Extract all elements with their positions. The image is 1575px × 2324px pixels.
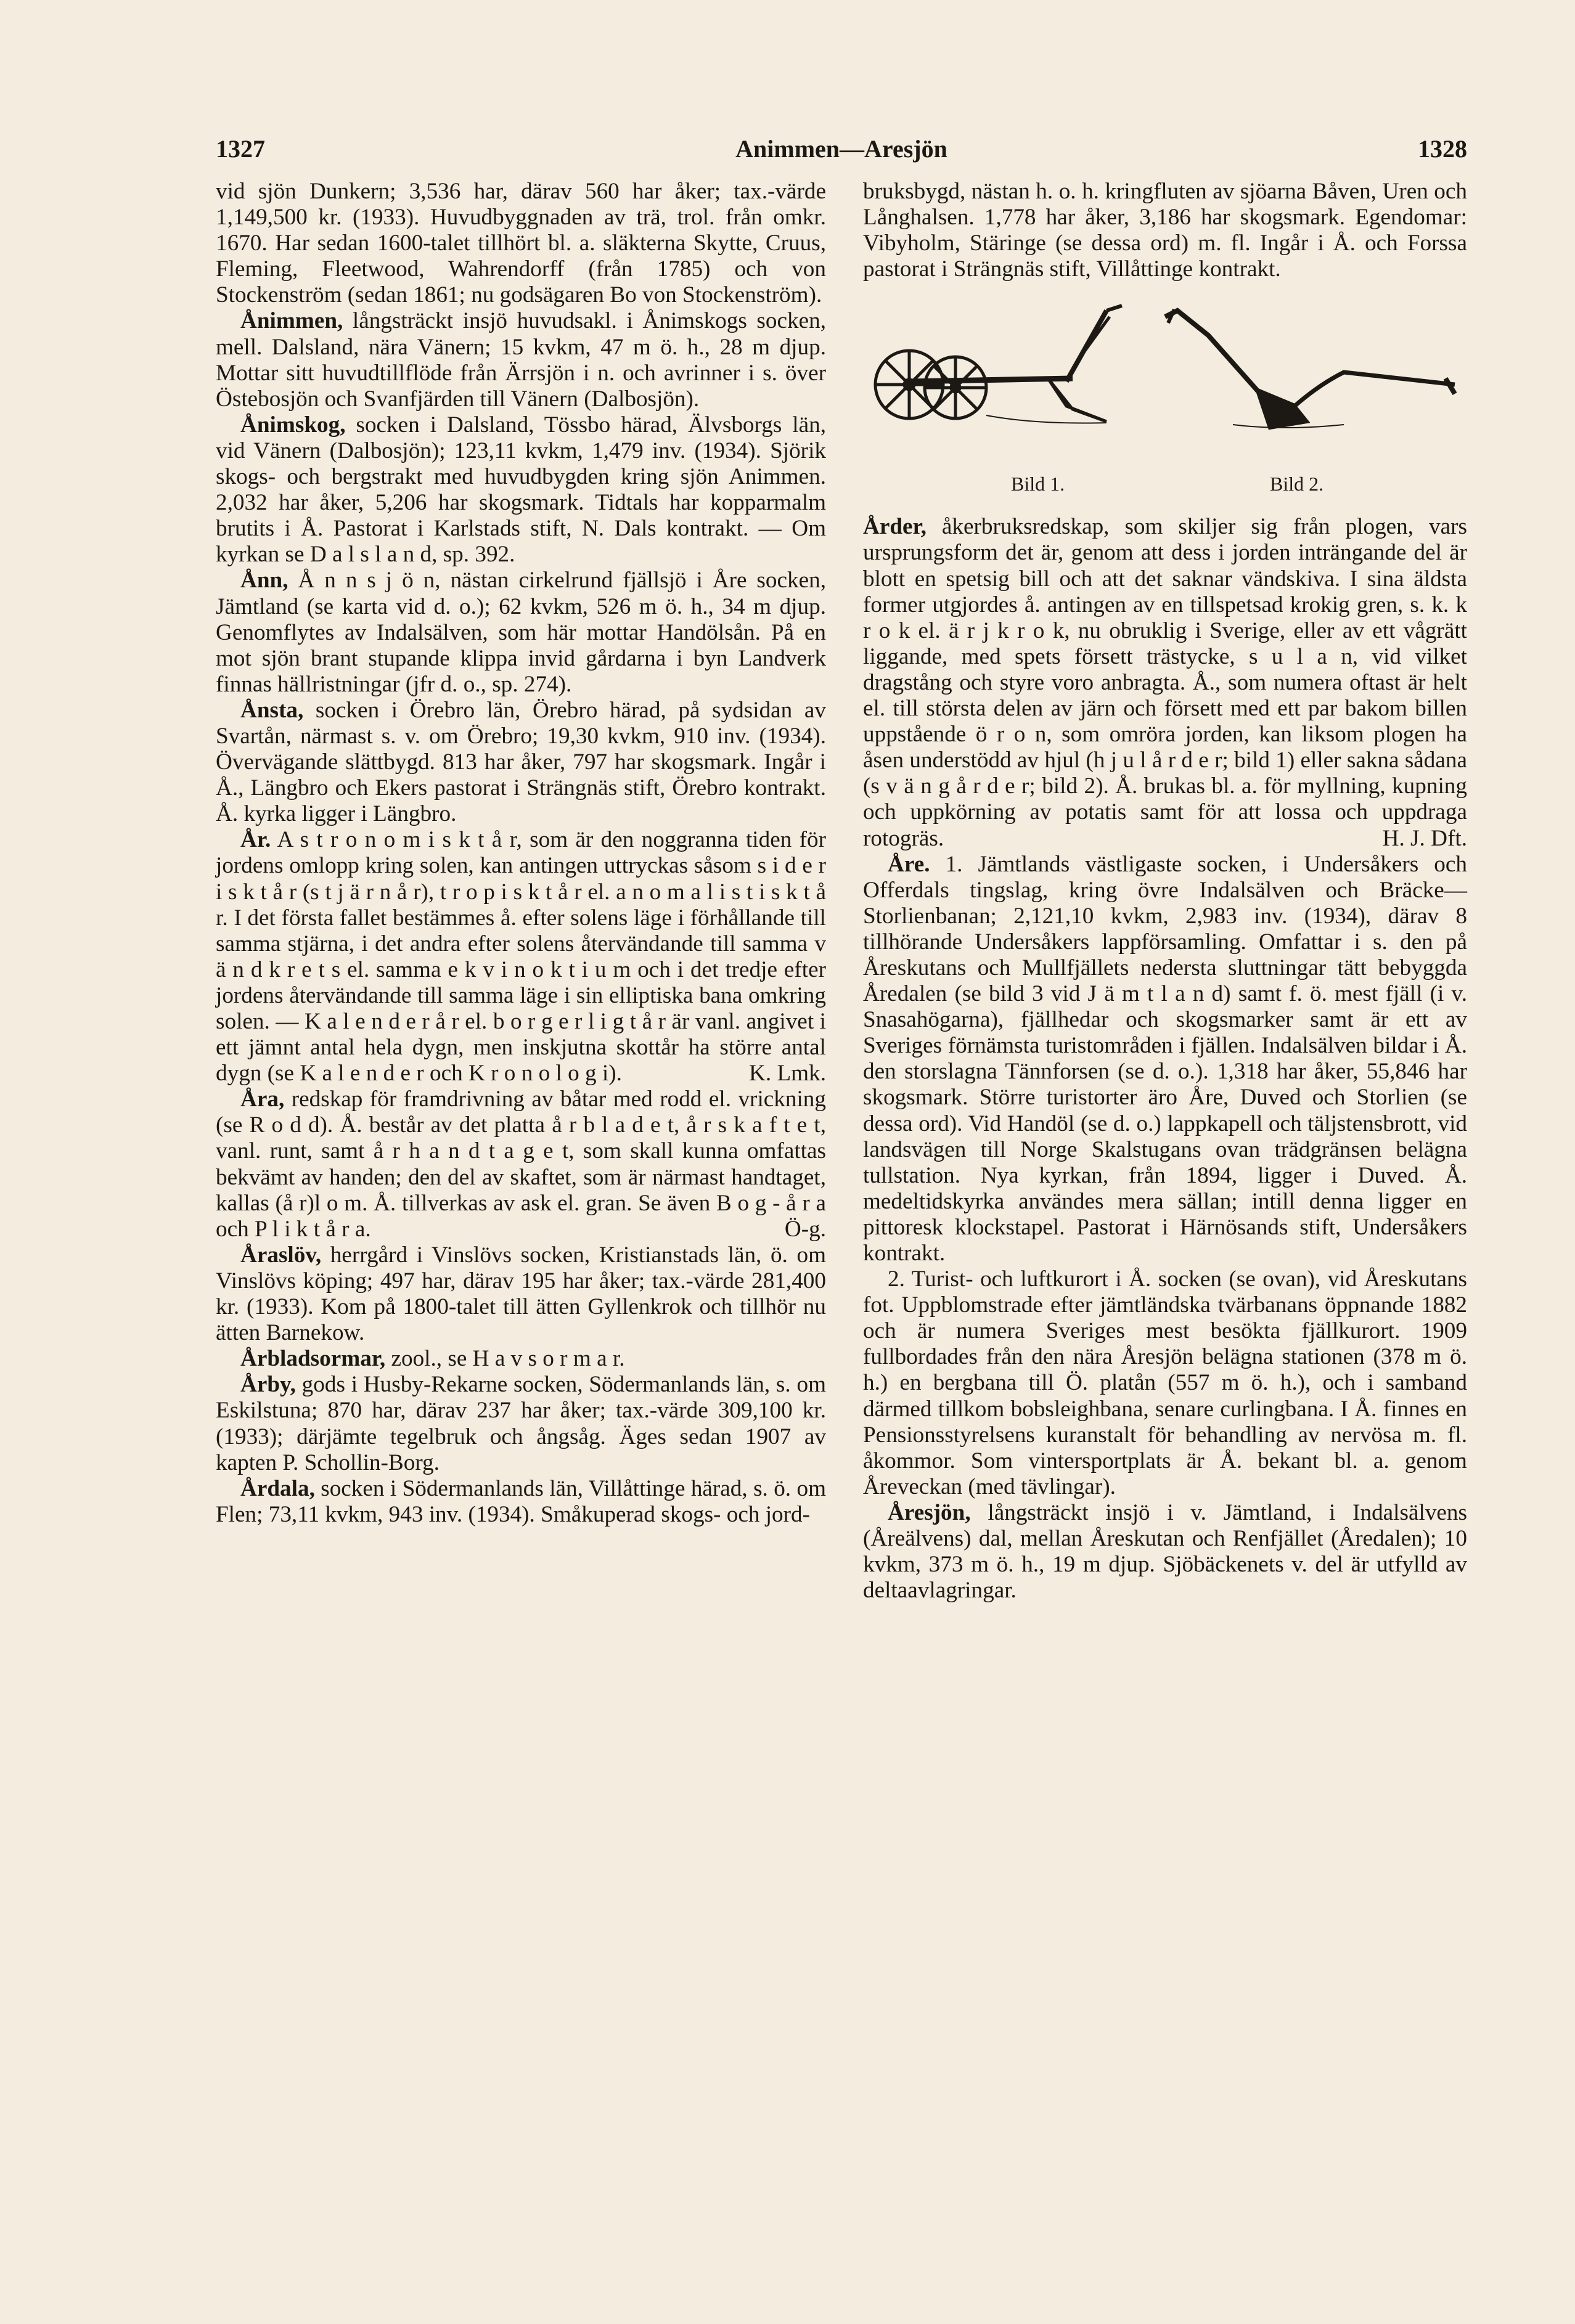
entry-headword: Åraslöv,	[240, 1242, 322, 1268]
entry-text: socken i Södermanlands län, Villåttinge härad, s. ö. om Flen; 73,11 kvkm, 943 inv. (1934). Småkuperad skogs- och jord-	[216, 1475, 826, 1527]
entry-text: Å n n s j ö n, nästan cirkelrund fjällsjö i Åre socken, Jämtland (se karta vid d. o.); 62 kvkm, 526 m ö. h., 34 m djup. Genomflytes av Indalsälven, som här mottar Handölsån. På en mot sjön brant stupande klippa invid gårdarna i byn Landverk finnas hällristningar (jfr d. o., sp. 274).	[216, 568, 826, 697]
entry-headword: År.	[240, 827, 271, 853]
entry-text: socken i Örebro län, Örebro härad, på sydsidan av Svartån, närmast s. v. om Örebro; 19,30 kvkm, 910 inv. (1934). Övervägande slättbygd. 813 har åker, 797 har skogsmark. Ingår i Å., Längbro och Ekers pastorat i Strängnäs stift, Örebro kontrakt. Å. kyrka ligger i Längbro.	[216, 697, 826, 827]
entry	[863, 179, 1467, 282]
entry-headword: Årdala,	[240, 1475, 315, 1501]
entry	[863, 1266, 1467, 1500]
entry	[216, 698, 826, 827]
entry-text: vid sjön Dunkern; 3,536 har, därav 560 har åker; tax.-värde 1,149,500 kr. (1933). Huvudbyggnaden av trä, trol. från omkr. 1670. Har sedan 1600-talet tillhört bl. a. släkterna Skytte, Cruus, Fleming, Fleetwood, Wahrendorff (från 1785) och von Stockenström (sedan 1861; nu godsägaren Bo von Stockenström).	[216, 179, 826, 308]
left-column	[216, 179, 826, 1528]
entry	[863, 852, 1467, 1267]
author-signature: K. Lmk.	[749, 1061, 826, 1087]
entry-text: 1. Jämtlands västligaste socken, i Undersåkers och Offerdals tingslag, kring övre Indalsälven och Bräcke—Storlienbanan; 2,121,10 kvkm, 2,983 inv. (1934), därav 8 tillhörande Undersåkers lappförsamling. Omfattar i s. den på Åreskutans och Mullfjällets nedersta sluttningar tätt bebyggda Åredalen (se bild 3 vid J ä m t l a n d) samt f. ö. mest fjäll (i v. Snasahögarna), fjällhedar och skogsmarker samt är ett av Sveriges förnämsta turistområden i fjällen. Indalsälven bildar i Å. den storslagna Tännforsen (se d. o.). 1,318 har åker, 55,846 har skogsmark. Större turistorter äro Åre, Duved och Storlien (se dessa ord). Vid Handöl (se d. o.) lappkapell och täljstensbrott, vid landsvägen till Norge Skalstugans ovan trädgränsen belägna tullstation. Nya kyrkan, från 1894, ligger i Duved. Å. medeltidskyrka användes mera sällan; intill denna ligger en pittoresk klockstapel. Pastorat i Härnösands stift, Undersåkers kontrakt.	[863, 851, 1467, 1266]
entry-headword: Årder,	[863, 514, 927, 540]
entry-text: 2. Turist- och luftkurort i Å. socken (se ovan), vid Åreskutans fot. Uppblomstrade efter jämtländska tvärbanans öppnande 1882 och är numera Sveriges mest besökta fjällkurort. 1909 fullbordades från den nära Åresjön belägna stationen (378 m ö. h.) en bergbana till Ö. platån (557 m ö. h.), och i samband därmed tillkom bobsleighbana, senare curlingbana. I Å. finnes en Pensionsstyrelsens kuranstalt för behandling av nervösa m. fl. åkommor. Som vintersportplats är Å. bekant bl. a. genom Åreveckan (med tävlingar).	[863, 1266, 1467, 1499]
swing-ard-drawing	[1165, 309, 1455, 428]
left-page-number: 1327	[216, 135, 265, 163]
right-page-number: 1328	[1418, 135, 1467, 163]
entry	[216, 1372, 826, 1475]
plough-figure	[863, 292, 1467, 502]
author-signature: H. J. Dft.	[1382, 825, 1467, 851]
entry-text: A s t r o n o m i s k t å r, som är den noggranna tiden för jordens omlopp kring solen, kan antingen uttryckas såsom s i d e r i s k t å r (s t j ä r n å r), t r o p i s k t å r el. a n o m a l i s t i s k t å r. I det första fallet bestämmes å. efter solens läge i förhållande till samma stjärna, i det andra efter solens återvändande till samma v ä n d k r e t s el. samma e k v i n o k t i u m och i det tredje efter jordens återvändande till samma läge i sin elliptiska bana omkring solen. — K a l e n d e r å r el. b o r g e r l i g t å r är vanl. angivet i ett jämnt antal hela dygn, men inskjutna skottår ha större antal dygn (se K a l e n d e r och K r o n o l o g i).	[216, 827, 826, 1087]
right-column	[863, 179, 1467, 1604]
entry-headword: Ånimmen,	[240, 308, 343, 334]
entry-headword: Åresjön,	[888, 1499, 971, 1525]
entry-headword: Ånn,	[240, 568, 288, 593]
entry	[216, 1476, 826, 1528]
entry-headword: Årbladsormar,	[240, 1346, 386, 1372]
entry-headword: Åra,	[240, 1087, 285, 1112]
entry	[216, 308, 826, 412]
entry	[863, 1500, 1467, 1604]
entry	[216, 412, 826, 568]
entry-text: redskap för framdrivning av båtar med rodd el. vrickning (se R o d d). Å. består av det platta å r b l a d e t, å r s k a f t e t, vanl. runt, samt å r h a n d t a g e t, som skall kunna omfattas bekvämt av handen; den del av skaftet, som är närmast handtaget, kallas (å r)l o m. Å. tillverkas av ask el. gran. Se även B o g - å r a och P l i k t å r a.	[216, 1087, 826, 1242]
entry-headword: Årby,	[240, 1372, 296, 1398]
entry-headword: Åre.	[888, 851, 930, 877]
entry	[216, 1346, 826, 1372]
author-signature: Ö-g.	[784, 1216, 826, 1242]
entry-text: herrgård i Vinslövs socken, Kristianstads län, ö. om Vinslövs köping; 497 har, därav 195 har åker; tax.-värde 281,400 kr. (1933). Kom på 1800-talet till ätten Gyllenkrok och tillhör nu ätten Barnekow.	[216, 1242, 826, 1346]
page-header	[216, 134, 1467, 171]
right-column-entries	[863, 514, 1467, 1604]
entry	[216, 1242, 826, 1346]
right-column-top	[863, 179, 1467, 282]
entry-text: zool., se H a v s o r m a r.	[385, 1346, 625, 1372]
entry-text: bruksbygd, nästan h. o. h. kringfluten av sjöarna Båven, Uren och Långhalsen. 1,778 har åker, 3,186 har skogsmark. Egendomar: Vibyholm, Stäringe (se dessa ord) m. fl. Ingår i Å. och Forssa pastorat i Strängnäs stift, Villåttinge kontrakt.	[863, 179, 1467, 282]
entry-text: socken i Dalsland, Tössbo härad, Älvsborgs län, vid Vänern (Dalbosjön); 123,11 kvkm, 1,479 inv. (1934). Sjörik skogs- och bergstrakt med huvudbygden kring sjön Animmen. 2,032 har åker, 5,206 har skogsmark. Tidtals har kopparmalm brutits i Å. Pastorat i Karlstads stift, N. Dals kontrakt. — Om kyrkan se D a l s l a n d, sp. 392.	[216, 412, 826, 568]
entry-text: långsträckt insjö i v. Jämtland, i Indalsälvens (Åreälvens) dal, mellan Åreskutan och Renfjället (Åredalen); 10 kvkm, 373 m ö. h., 19 m djup. Sjöbäckenets v. del är utfylld av deltaavlagringar.	[863, 1499, 1467, 1604]
entry	[216, 568, 826, 697]
running-title: Animmen—Aresjön	[735, 135, 947, 163]
entry-text: långsträckt insjö huvudsakl. i Ånimskogs socken, mell. Dalsland, nära Vänern; 15 kvkm, 47 m ö. h., 28 m djup. Mottar sitt huvudtillflöde från Ärrsjön i n. och avrinner i s. över Östebosjön och Svanfjärden till Vänern (Dalbosjön).	[216, 308, 826, 412]
entry-text: gods i Husby-Rekarne socken, Södermanlands län, s. om Eskilstuna; 870 har, därav 237 har åker; tax.-värde 309,100 kr. (1933); därjämte tegelbruk och ångsåg. Äges sedan 1907 av kapten P. Schollin-Borg.	[216, 1372, 826, 1475]
entry-headword: Ånimskog,	[240, 412, 346, 438]
figure-caption-1: Bild 1.	[1011, 473, 1065, 495]
entry	[216, 1087, 826, 1242]
wheeled-ard-drawing	[875, 306, 1122, 423]
entry	[863, 514, 1467, 851]
figure-caption-2: Bild 2.	[1270, 473, 1324, 495]
ard-illustrations	[863, 292, 1467, 471]
entry-headword: Ånsta,	[240, 697, 304, 723]
entry	[216, 179, 826, 308]
entry-text: åkerbruksredskap, som skiljer sig från plogen, vars ursprungsform det är, genom att dess i jorden inträngande del är blott en spetsig bill och att det saknar vändskiva. I sina äldsta former utgjordes å. antingen av en tillspetsad krokig gren, s. k. k r o k el. ä r j k r o k, nu obruklig i Sverige, eller av ett vågrätt liggande, med spets försett trästycke, s u l a n, vid vilket dragstång och styre voro anbragta. Å., som numera oftast är helt el. till största delen av järn och försett med ett par bakom billen uppstående ö r o n, som omröra jorden, kan liksom plogen ha åsen understödd av hjul (h j u l å r d e r; bild 1) eller sakna sådana (s v ä n g å r d e r; bild 2). Å. brukas bl. a. för myllning, kupning och uppkörning av potatis samt för att lossa och uppdraga rotogräs.	[863, 514, 1468, 851]
entry	[216, 827, 826, 1087]
